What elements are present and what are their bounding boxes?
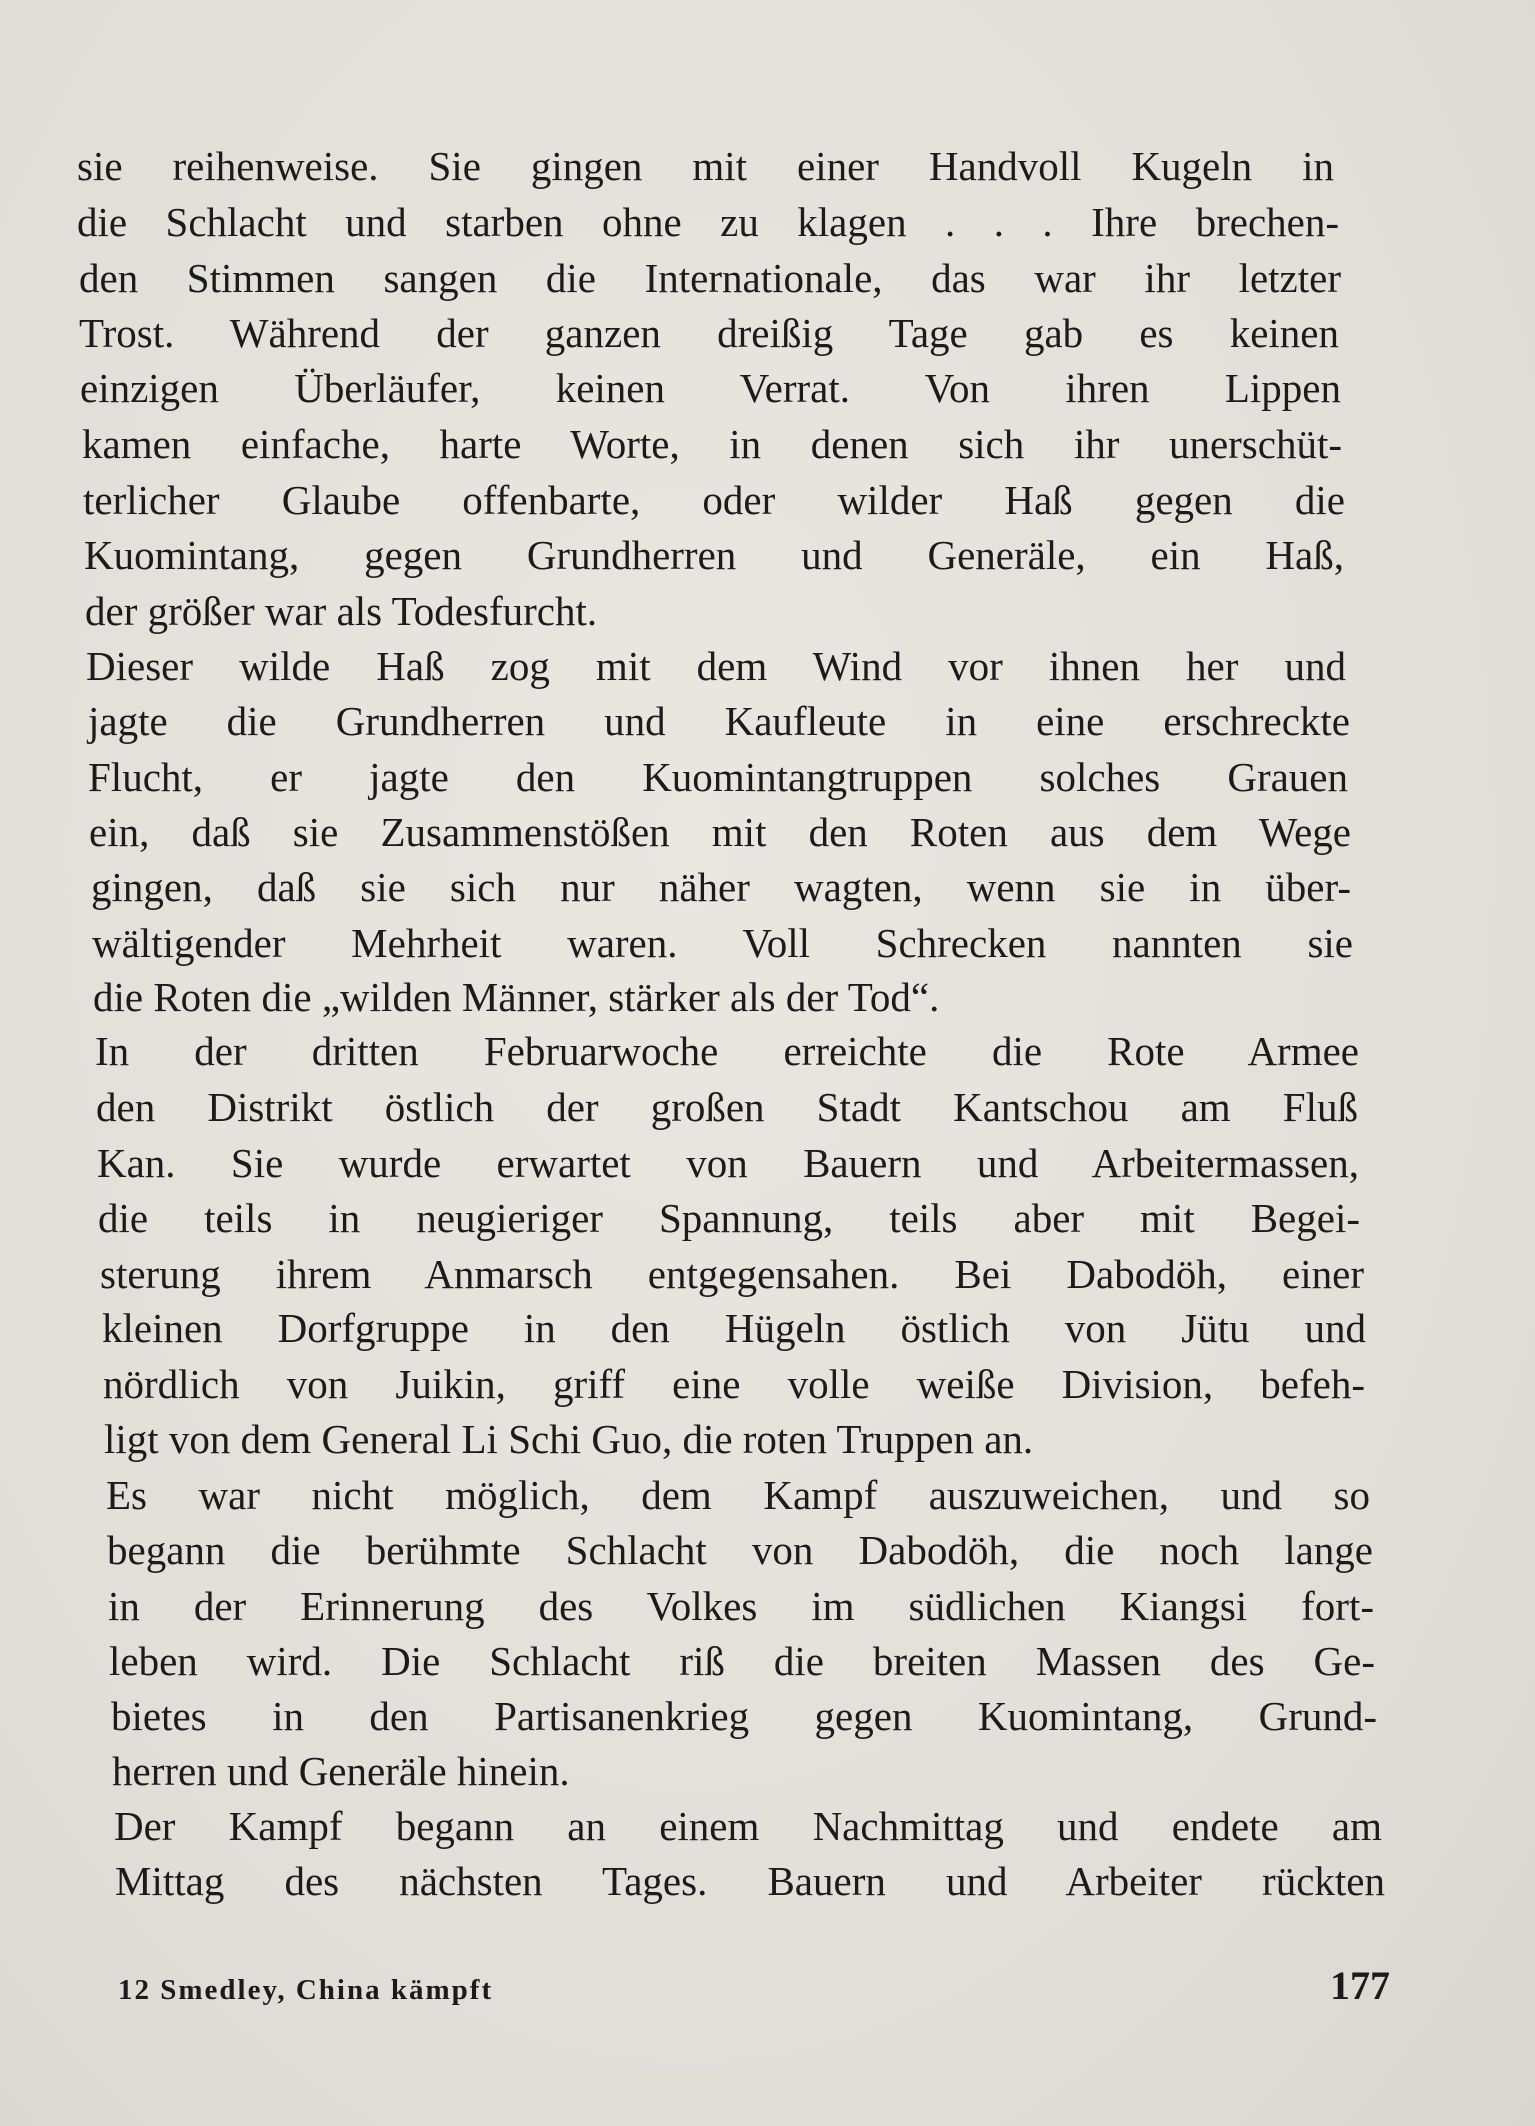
- text-line: Kan. Sie wurde erwartet von Bauern und Arbeitermassen,: [97, 1140, 1359, 1186]
- text-line: nördlich von Juikin, griff eine volle weiße Division, befeh-: [103, 1361, 1365, 1407]
- text-line: einzigen Überläufer, keinen Verrat. Von ihren Lippen: [80, 365, 1341, 411]
- text-line: Der Kampf begann an einem Nachmittag und endete am: [114, 1803, 1382, 1849]
- text-line: den Stimmen sangen die Internationale, das war ihr letzter: [79, 255, 1341, 301]
- text-line: bietes in den Partisanenkrieg gegen Kuomintang, Grund-: [111, 1693, 1377, 1739]
- text-line: Mittag des nächsten Tages. Bauern und Arbeiter rückten: [115, 1858, 1385, 1904]
- text-line: herren und Generäle hinein.: [112, 1748, 570, 1794]
- text-line: ein, daß sie Zusammenstößen mit den Roten aus dem Wege: [89, 809, 1351, 855]
- page-number: 177: [1330, 1963, 1390, 2008]
- text-line: wältigender Mehrheit waren. Voll Schrecken nannten sie: [92, 920, 1353, 966]
- text-line: in der Erinnerung des Volkes im südlichen Kiangsi fort-: [108, 1583, 1374, 1629]
- text-line: die teils in neugieriger Spannung, teils aber mit Begei-: [98, 1195, 1360, 1241]
- text-line: begann die berühmte Schlacht von Dabodöh, die noch lange: [107, 1527, 1373, 1573]
- text-line: jagte die Grundherren und Kaufleute in eine erschreckte: [88, 698, 1350, 744]
- text-line: der größer war als Todesfurcht.: [85, 588, 598, 634]
- text-line: leben wird. Die Schlacht riß die breiten Massen des Ge-: [109, 1638, 1375, 1684]
- text-line: ligt von dem General Li Schi Guo, die roten Truppen an.: [104, 1416, 1034, 1462]
- text-line: Dieser wilde Haß zog mit dem Wind vor ihnen her und: [86, 643, 1346, 689]
- text-line: Es war nicht möglich, dem Kampf auszuweichen, und so: [106, 1472, 1370, 1518]
- text-line: Flucht, er jagte den Kuomintangtruppen solches Grauen: [88, 754, 1348, 800]
- text-line: In der dritten Februarwoche erreichte die Rote Armee: [95, 1028, 1359, 1074]
- text-line: Trost. Während der ganzen dreißig Tage gab es keinen: [79, 310, 1339, 356]
- text-line: gingen, daß sie sich nur näher wagten, wenn sie in über-: [91, 864, 1351, 910]
- text-line: kamen einfache, harte Worte, in denen sich ihr unerschüt-: [82, 421, 1342, 467]
- text-line: sie reihenweise. Sie gingen mit einer Handvoll Kugeln in: [77, 143, 1334, 189]
- text-line: Kuomintang, gegen Grundherren und Generäle, ein Haß,: [84, 532, 1344, 578]
- text-line: die Roten die „wilden Männer, stärker als der Tod“.: [93, 974, 940, 1020]
- text-line: kleinen Dorfgruppe in den Hügeln östlich von Jütu und: [102, 1305, 1366, 1351]
- text-line: die Schlacht und starben ohne zu klagen . . . Ihre brechen-: [77, 199, 1339, 245]
- text-line: sterung ihrem Anmarsch entgegensahen. Bei Dabodöh, einer: [100, 1251, 1364, 1297]
- text-line: terlicher Glaube offenbarte, oder wilder Haß gegen die: [83, 477, 1345, 523]
- text-line: den Distrikt östlich der großen Stadt Kantschou am Fluß: [96, 1084, 1358, 1130]
- printer-signature: 12 Smedley, China kämpft: [118, 1974, 494, 2006]
